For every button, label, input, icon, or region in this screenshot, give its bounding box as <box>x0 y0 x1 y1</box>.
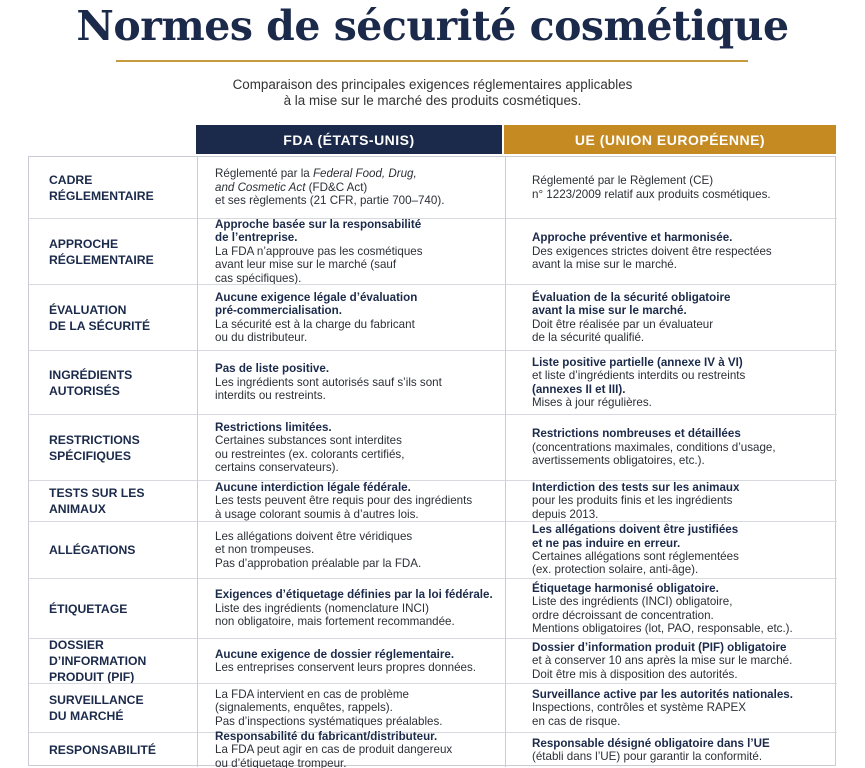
cell-line-bold: Aucune interdiction légale fédérale. <box>215 480 411 494</box>
cell-line-bold: Dossier d’information produit (PIF) obligatoire <box>532 640 787 654</box>
cell-line: Mentions obligatoires (lot, PAO, responsable, etc.). <box>532 621 793 635</box>
fda-cell <box>197 414 505 480</box>
cell-line: avertissements obligatoires, etc.). <box>532 454 705 468</box>
cell-line-bold: Restrictions nombreuses et détaillées <box>532 427 741 441</box>
cell-line: cas spécifiques). <box>215 271 302 285</box>
cell-line: Certaines substances sont interdites <box>215 434 402 448</box>
cell-line-bold: Liste positive partielle (annexe IV à VI) <box>532 355 743 369</box>
row-label: TESTS SUR LES ANIMAUX <box>29 480 197 521</box>
row-label: CADRE RÉGLEMENTAIRE <box>49 172 154 203</box>
cell-line-bold: Approche basée sur la responsabilité <box>215 217 422 231</box>
cell-line <box>215 181 497 194</box>
subtitle-line-1: Comparaison des principales exigences réglementaires applicables <box>232 77 633 92</box>
subtitle <box>0 77 865 109</box>
fda-cell <box>197 480 505 521</box>
cell-line: ou restreintes (ex. colorants certifiés, <box>215 447 405 461</box>
ue-cell <box>505 732 837 767</box>
cell-line-bold: Responsable désigné obligatoire dans l’UE <box>532 736 770 750</box>
cell-line-bold: Restrictions limitées. <box>215 420 332 434</box>
cell-line: (établi dans l’UE) pour garantir la conformité. <box>532 750 763 763</box>
cell-line-bold: Interdiction des tests sur les animaux <box>532 480 740 494</box>
cell-line: Les allégations doivent être véridiques <box>215 529 413 543</box>
cell-line-bold: Les allégations doivent être justifiées <box>532 523 739 537</box>
cell-line <box>215 167 497 180</box>
cell-line: Les ingrédients sont autorisés sauf s’ils sont <box>215 375 442 389</box>
cell-line: Réglementé par le Règlement (CE) <box>532 174 714 188</box>
cell-line-bold: (annexes II et III). <box>532 382 626 396</box>
cell-line: Inspections, contrôles et système RAPEX <box>532 701 746 715</box>
cell-line: Mises à jour régulières. <box>532 395 652 409</box>
ue-cell <box>505 414 837 480</box>
cell-line: Liste des ingrédients (INCI) obligatoire, <box>532 595 733 609</box>
cell-line: ou d’étiquetage trompeur. <box>215 756 347 768</box>
fda-cell <box>197 350 505 414</box>
ue-cell <box>505 157 837 218</box>
act-name: Federal Food, Drug, <box>312 167 417 181</box>
fda-cell <box>197 218 505 284</box>
cell-line: et non trompeuses. <box>215 543 315 557</box>
cell-line: Doit être réalisée par un évaluateur <box>532 317 714 331</box>
row-label: APPROCHE RÉGLEMENTAIRE <box>29 218 197 284</box>
fda-cell <box>197 521 505 578</box>
cell-line: et à conserver 10 ans après la mise sur le marché. <box>532 654 793 668</box>
cell-line-bold: Pas de liste positive. <box>215 362 330 376</box>
row-label: ÉTIQUETAGE <box>29 578 197 638</box>
cell-line: et ses règlements (21 CFR, partie 700–740). <box>215 194 445 208</box>
ue-cell <box>505 521 837 578</box>
fda-cell <box>197 683 505 732</box>
cell-line-bold: avant la mise sur le marché. <box>532 304 687 318</box>
ue-cell <box>505 683 837 732</box>
cell-line: depuis 2013. <box>532 507 599 521</box>
fda-cell <box>197 284 505 350</box>
ue-cell <box>505 578 837 638</box>
cell-line: (ex. protection solaire, anti-âge). <box>532 563 699 577</box>
cell-line: n° 1223/2009 relatif aux produits cosmétiques. <box>532 187 771 201</box>
cell-line: Liste des ingrédients (nomenclature INCI) <box>215 601 429 615</box>
cell-line: de la sécurité qualifié. <box>532 330 645 344</box>
cell-line: certains conservateurs). <box>215 460 339 474</box>
ue-cell <box>505 638 837 683</box>
cell-line: Les entreprises conservent leurs propres données. <box>215 661 477 674</box>
ue-cell <box>505 218 837 284</box>
cell-line: à usage colorant soumis à d’autres lois. <box>215 507 419 521</box>
subtitle-line-2: à la mise sur le marché des produits cosmétiques. <box>283 93 582 108</box>
title-underline <box>116 60 748 62</box>
cell-line-bold: Exigences d’étiquetage définies par la loi fédérale. <box>215 588 493 602</box>
cell-line: interdits ou restreints. <box>215 389 326 403</box>
fda-cell <box>197 729 505 768</box>
row-label: DOSSIER D’INFORMATION PRODUIT (PIF) <box>29 638 197 683</box>
row-label: ÉVALUATION DE LA SÉCURITÉ <box>29 284 197 350</box>
cell-line: Certaines allégations sont réglementées <box>532 550 739 563</box>
cell-line: (concentrations maximales, conditions d’usage, <box>532 440 776 454</box>
cell-line-bold: Responsabilité du fabricant/distributeur. <box>215 729 438 743</box>
fda-cell <box>197 157 505 218</box>
column-header-fda: FDA (ÉTATS-UNIS) <box>196 125 502 154</box>
cell-line: en cas de risque. <box>532 714 621 728</box>
cell-line: La sécurité est à la charge du fabricant <box>215 317 415 331</box>
cell-line: La FDA peut agir en cas de produit dangereux <box>215 743 453 757</box>
cell-line: et liste d’ingrédients interdits ou restreints <box>532 369 746 383</box>
column-header-ue: UE (UNION EUROPÉENNE) <box>504 125 836 154</box>
cell-line: ou du distributeur. <box>215 330 308 344</box>
cell-line: pour les produits finis et les ingrédients <box>532 494 733 508</box>
cell-line-bold: Étiquetage harmonisé obligatoire. <box>532 581 719 595</box>
cell-line-bold: Évaluation de la sécurité obligatoire <box>532 290 731 304</box>
cell-line-bold: Aucune exigence légale d’évaluation <box>215 290 418 304</box>
cell-line: (signalements, enquêtes, rappels). <box>215 701 393 715</box>
cell-line: Pas d’approbation préalable par la FDA. <box>215 556 422 570</box>
cell-line-bold: et ne pas induire en erreur. <box>532 536 681 550</box>
cell-line: Des exigences strictes doivent être respectées <box>532 244 772 258</box>
fda-cell <box>197 578 505 638</box>
cell-line: Les tests peuvent être requis pour des ingrédients <box>215 494 473 508</box>
cell-line: Doit être mis à disposition des autorités. <box>532 667 738 681</box>
row-label: SURVEILLANCE DU MARCHÉ <box>29 683 197 732</box>
ue-cell <box>505 480 837 521</box>
cell-line: La FDA n’approuve pas les cosmétiques <box>215 244 423 258</box>
cell-line: avant la mise sur le marché. <box>532 258 677 272</box>
cell-line: ordre décroissant de concentration. <box>532 608 714 622</box>
page-title: Normes de sécurité cosmétique <box>76 2 789 50</box>
cell-line-bold: Aucune exigence de dossier réglementaire. <box>215 647 455 661</box>
cell-line-bold: Approche préventive et harmonisée. <box>532 231 733 245</box>
cell-line-bold: pré-commercialisation. <box>215 304 342 318</box>
ue-cell <box>505 350 837 414</box>
cell-text: (FD&C Act) <box>305 180 368 194</box>
cell-text: Réglementé par la <box>215 167 313 181</box>
act-name: and Cosmetic Act <box>215 180 306 194</box>
fda-cell <box>197 638 505 683</box>
cell-line: La FDA intervient en cas de problème <box>215 687 409 701</box>
row-label: INGRÉDIENTS AUTORISÉS <box>29 350 197 414</box>
cell-line-bold: Surveillance active par les autorités nationales. <box>532 687 793 701</box>
cell-line: avant leur mise sur le marché (sauf <box>215 258 397 272</box>
row-label: RESTRICTIONS SPÉCIFIQUES <box>29 414 197 480</box>
cell-line: Pas d’inspections systématiques préalables. <box>215 714 443 728</box>
comparison-table <box>28 156 836 766</box>
cell-line-bold: de l’entreprise. <box>215 231 298 245</box>
ue-cell <box>505 284 837 350</box>
row-label: RESPONSABILITÉ <box>29 732 197 767</box>
row-label: ALLÉGATIONS <box>29 521 197 578</box>
cell-line: non obligatoire, mais fortement recommandée. <box>215 615 455 629</box>
